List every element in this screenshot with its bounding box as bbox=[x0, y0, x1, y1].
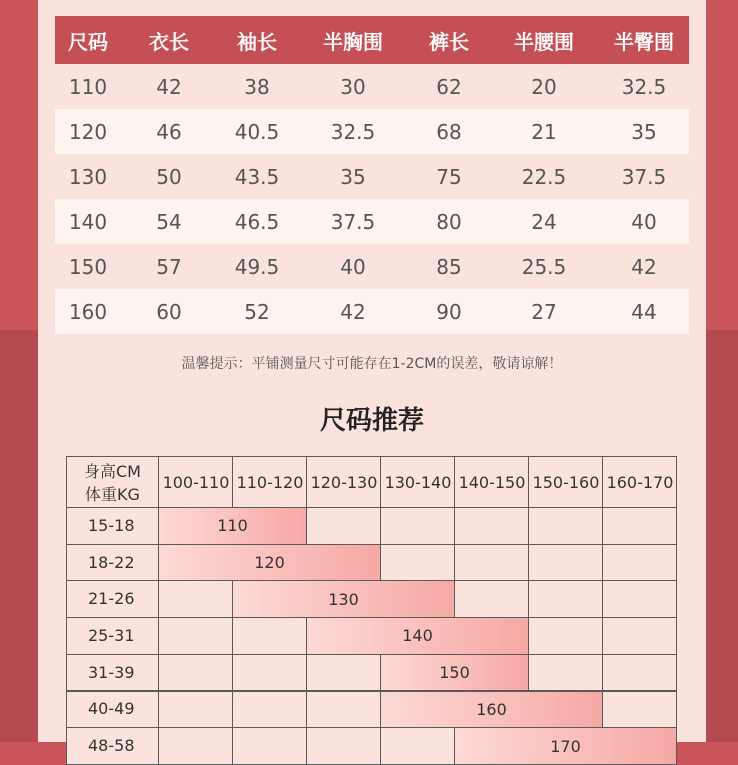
table-cell: 35 bbox=[599, 109, 689, 154]
table-cell: 110 bbox=[55, 64, 121, 109]
table-cell: 150 bbox=[55, 244, 121, 289]
grid-cell bbox=[528, 507, 603, 545]
table-cell: 90 bbox=[409, 289, 489, 334]
grid-cell bbox=[306, 654, 381, 692]
table-cell: 43.5 bbox=[217, 154, 297, 199]
table-cell: 37.5 bbox=[297, 199, 409, 244]
grid-cell bbox=[158, 617, 233, 655]
grid-cell bbox=[454, 544, 529, 582]
size-recommend-bar: 170 bbox=[454, 727, 677, 765]
grid-cell bbox=[232, 691, 307, 729]
size-recommend-bar: 120 bbox=[158, 544, 381, 582]
table-cell: 42 bbox=[599, 244, 689, 289]
corner-height-label: 身高CM bbox=[84, 461, 141, 481]
table-cell: 38 bbox=[217, 64, 297, 109]
grid-cell bbox=[158, 727, 233, 765]
table-cell: 32.5 bbox=[599, 64, 689, 109]
table-cell: 40.5 bbox=[217, 109, 297, 154]
grid-cell bbox=[454, 507, 529, 545]
measurement-tip: 温馨提示：平铺测量尺寸可能存在1-2CM的误差，敬请谅解！ bbox=[181, 356, 563, 372]
height-col-label: 150-160 bbox=[532, 472, 600, 492]
grid-cell bbox=[602, 507, 677, 545]
weight-row-label: 21-26 bbox=[88, 589, 135, 609]
grid-cell bbox=[158, 580, 233, 618]
grid-cell bbox=[306, 507, 381, 545]
table-cell: 46.5 bbox=[217, 199, 297, 244]
grid-cell bbox=[232, 654, 307, 692]
table-cell: 21 bbox=[489, 109, 599, 154]
weight-row-label: 25-31 bbox=[88, 625, 135, 645]
corner-weight-label: 体重KG bbox=[85, 484, 140, 504]
grid-cell bbox=[602, 580, 677, 618]
grid-cell bbox=[528, 617, 603, 655]
header-half-hip: 半臀围 bbox=[599, 16, 689, 64]
height-col-label: 120-130 bbox=[310, 472, 378, 492]
table-cell: 160 bbox=[55, 289, 121, 334]
recommend-grid bbox=[66, 456, 681, 756]
table-row bbox=[55, 244, 689, 289]
header-half-waist: 半腰围 bbox=[489, 16, 599, 64]
table-row bbox=[55, 109, 689, 154]
table-cell: 49.5 bbox=[217, 244, 297, 289]
size-recommend-bar: 160 bbox=[380, 691, 603, 729]
size-recommend-bar: 150 bbox=[380, 654, 529, 692]
table-cell: 52 bbox=[217, 289, 297, 334]
table-cell: 44 bbox=[599, 289, 689, 334]
header-size: 尺码 bbox=[55, 16, 121, 64]
table-cell: 130 bbox=[55, 154, 121, 199]
grid-cell bbox=[602, 654, 677, 692]
grid-cell bbox=[380, 727, 455, 765]
height-col-label: 100-110 bbox=[162, 472, 230, 492]
size-recommend-bar: 110 bbox=[158, 507, 307, 545]
grid-cell bbox=[158, 654, 233, 692]
table-cell: 42 bbox=[121, 64, 217, 109]
grid-cell bbox=[454, 580, 529, 618]
header-length: 衣长 bbox=[121, 16, 217, 64]
table-cell: 42 bbox=[297, 289, 409, 334]
size-recommend-bar: 130 bbox=[232, 580, 455, 618]
table-cell: 40 bbox=[599, 199, 689, 244]
table-cell: 37.5 bbox=[599, 154, 689, 199]
grid-cell bbox=[306, 727, 381, 765]
grid-cell bbox=[528, 544, 603, 582]
table-row bbox=[55, 289, 689, 334]
table-cell: 75 bbox=[409, 154, 489, 199]
table-cell: 80 bbox=[409, 199, 489, 244]
table-cell: 60 bbox=[121, 289, 217, 334]
table-cell: 22.5 bbox=[489, 154, 599, 199]
header-sleeve: 袖长 bbox=[217, 16, 297, 64]
grid-cell bbox=[306, 691, 381, 729]
table-cell: 46 bbox=[121, 109, 217, 154]
grid-cell bbox=[602, 544, 677, 582]
table-cell: 24 bbox=[489, 199, 599, 244]
table-cell: 57 bbox=[121, 244, 217, 289]
height-col-label: 110-120 bbox=[236, 472, 304, 492]
table-row bbox=[55, 154, 689, 199]
weight-row-label: 40-49 bbox=[88, 699, 135, 719]
table-cell: 27 bbox=[489, 289, 599, 334]
weight-row-label: 15-18 bbox=[88, 515, 135, 535]
grid-cell bbox=[602, 617, 677, 655]
grid-cell bbox=[158, 691, 233, 729]
size-table-header bbox=[55, 16, 689, 64]
height-col-label: 130-140 bbox=[384, 472, 452, 492]
table-cell: 40 bbox=[297, 244, 409, 289]
table-row bbox=[55, 64, 689, 109]
height-col-label: 140-150 bbox=[458, 472, 526, 492]
weight-row-label: 18-22 bbox=[88, 552, 135, 572]
weight-row-label: 48-58 bbox=[88, 736, 135, 756]
grid-cell bbox=[232, 617, 307, 655]
table-cell: 85 bbox=[409, 244, 489, 289]
table-cell: 50 bbox=[121, 154, 217, 199]
table-cell: 62 bbox=[409, 64, 489, 109]
grid-cell bbox=[528, 580, 603, 618]
grid-cell bbox=[380, 507, 455, 545]
table-cell: 25.5 bbox=[489, 244, 599, 289]
table-cell: 120 bbox=[55, 109, 121, 154]
table-cell: 30 bbox=[297, 64, 409, 109]
weight-row-label: 31-39 bbox=[88, 662, 135, 682]
size-table bbox=[55, 16, 689, 334]
table-cell: 20 bbox=[489, 64, 599, 109]
recommend-title: 尺码推荐 bbox=[319, 406, 424, 436]
table-cell: 54 bbox=[121, 199, 217, 244]
header-pants-length: 裤长 bbox=[409, 16, 489, 64]
height-col-label: 160-170 bbox=[606, 472, 674, 492]
table-row bbox=[55, 199, 689, 244]
grid-cell bbox=[528, 654, 603, 692]
table-cell: 68 bbox=[409, 109, 489, 154]
grid-cell bbox=[232, 727, 307, 765]
header-half-chest: 半胸围 bbox=[297, 16, 409, 64]
size-recommend-bar: 140 bbox=[306, 617, 529, 655]
table-cell: 32.5 bbox=[297, 109, 409, 154]
table-cell: 140 bbox=[55, 199, 121, 244]
grid-cell bbox=[602, 691, 677, 729]
grid-cell bbox=[380, 544, 455, 582]
table-cell: 35 bbox=[297, 154, 409, 199]
